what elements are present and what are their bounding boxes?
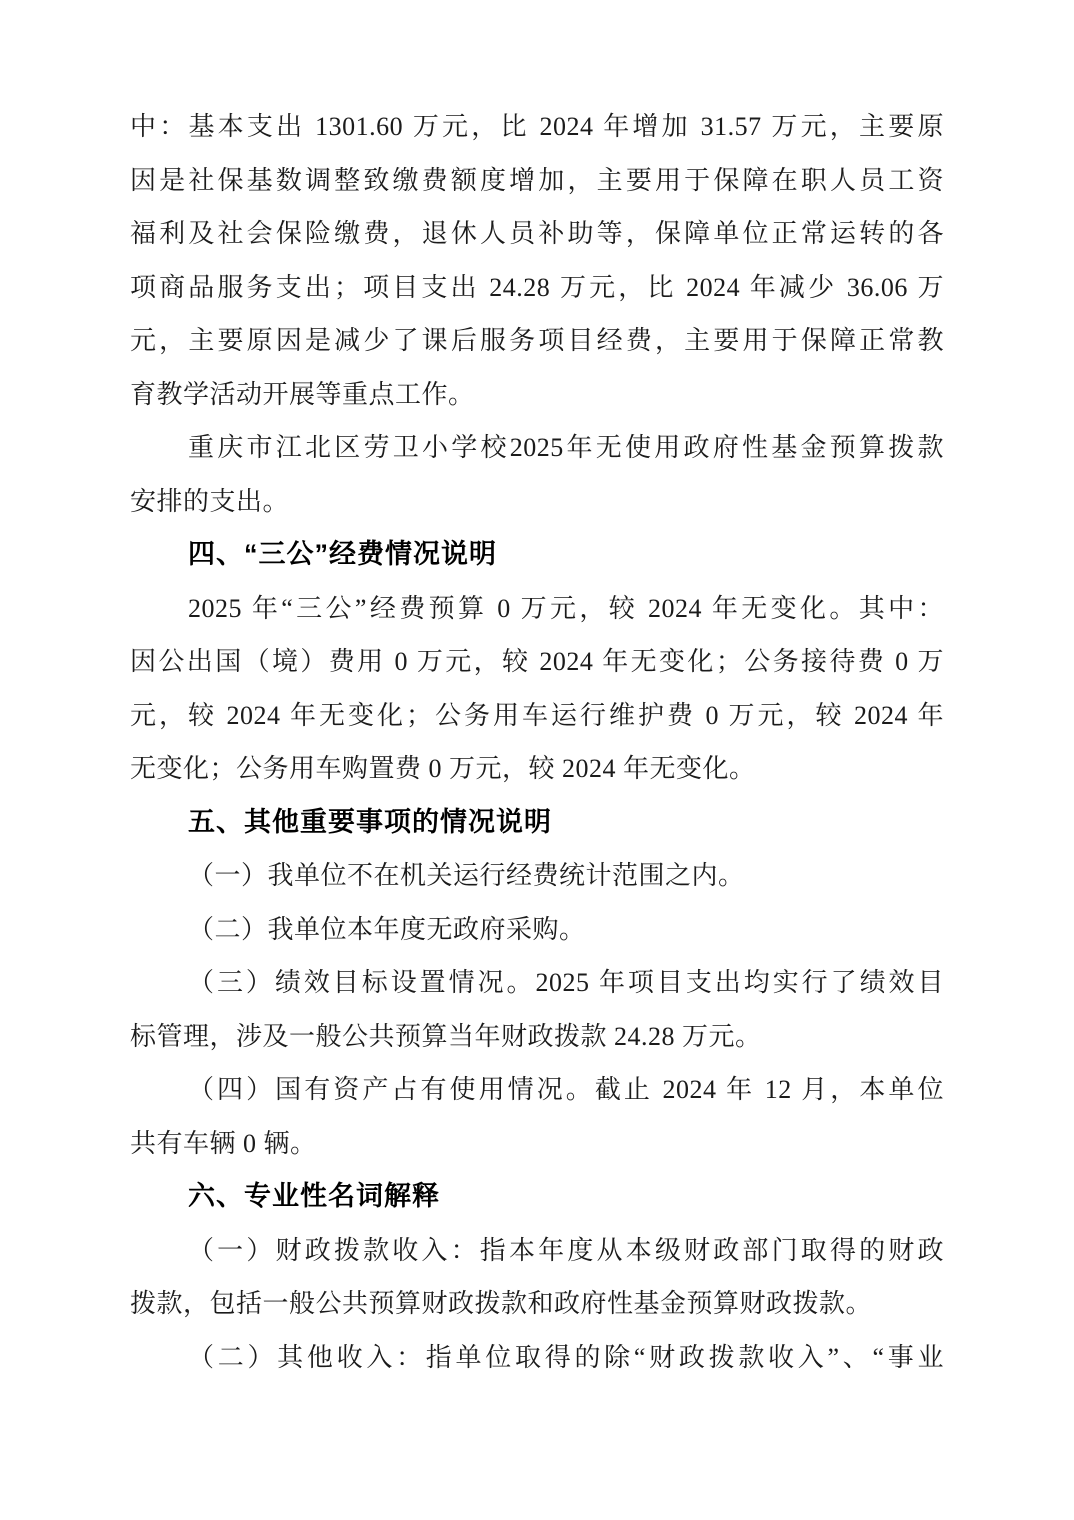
heading-three-public-funds: 四、“三公”经费情况说明 bbox=[188, 539, 497, 569]
para-expenditure-detail-line: 育教学活动开展等重点工作。 bbox=[130, 379, 475, 409]
para-three-public-line: 2025 年“三公”经费预算 0 万元，较 2024 年无变化。其中： bbox=[188, 593, 944, 623]
para-expenditure-detail-line: 福利及社会保险缴费，退休人员补助等，保障单位正常运转的各 bbox=[130, 219, 944, 248]
para-item-three-line: （三）绩效目标设置情况。2025 年项目支出均实行了绩效目 bbox=[188, 968, 944, 997]
para-expenditure-detail-line: 因是社保基数调整致缴费额度增加，主要用于保障在职人员工资 bbox=[130, 165, 944, 195]
para-term-other-income-line: （二）其他收入：指单位取得的除“财政拨款收入”、“事业 bbox=[188, 1342, 944, 1372]
para-expenditure-detail-line: 元，主要原因是减少了课后服务项目经费，主要用于保障正常教 bbox=[130, 326, 944, 355]
document-text-block bbox=[130, 100, 944, 1384]
heading-other-important-matters: 五、其他重要事项的情况说明 bbox=[188, 806, 552, 837]
para-three-public-line: 因公出国（境）费用 0 万元，较 2024 年无变化；公务接待费 0 万 bbox=[130, 647, 944, 676]
para-item-one-line: （一）我单位不在机关运行经费统计范围之内。 bbox=[188, 861, 745, 890]
para-term-fiscal-appropriation-line: （一）财政拨款收入：指本年度从本级财政部门取得的财政 bbox=[188, 1235, 944, 1265]
para-term-fiscal-appropriation-line: 拨款，包括一般公共预算财政拨款和政府性基金预算财政拨款。 bbox=[130, 1289, 873, 1318]
para-govfund-line: 安排的支出。 bbox=[130, 486, 290, 516]
heading-terminology: 六、专业性名词解释 bbox=[188, 1181, 440, 1211]
para-item-four-line: 共有车辆 0 辆。 bbox=[130, 1128, 317, 1158]
para-three-public-line: 无变化；公务用车购置费 0 万元，较 2024 年无变化。 bbox=[130, 754, 756, 783]
para-govfund-line: 重庆市江北区劳卫小学校2025年无使用政府性基金预算拨款 bbox=[188, 433, 944, 462]
para-item-four-line: （四）国有资产占有使用情况。截止 2024 年 12 月，本单位 bbox=[188, 1075, 944, 1104]
para-item-two-line: （二）我单位本年度无政府采购。 bbox=[188, 914, 586, 944]
para-item-three-line: 标管理，涉及一般公共预算当年财政拨款 24.28 万元。 bbox=[130, 1021, 762, 1051]
para-three-public-line: 元，较 2024 年无变化；公务用车运行维护费 0 万元，较 2024 年 bbox=[130, 700, 944, 730]
para-expenditure-detail-line: 中：基本支出 1301.60 万元，比 2024 年增加 31.57 万元，主要原 bbox=[130, 112, 944, 141]
para-expenditure-detail-line: 项商品服务支出；项目支出 24.28 万元，比 2024 年减少 36.06 万 bbox=[130, 272, 944, 302]
